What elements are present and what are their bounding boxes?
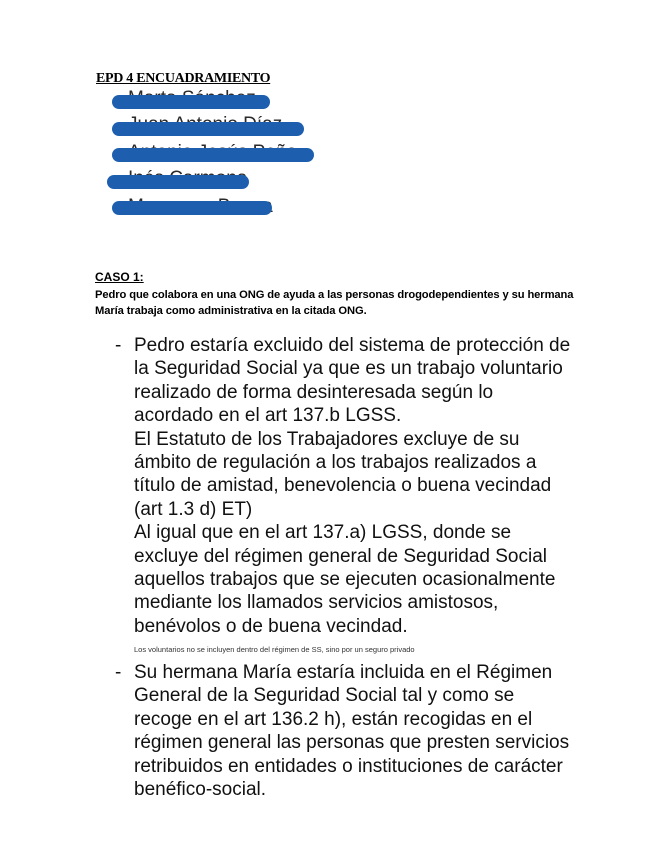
answer-paragraph: Pedro estaría excluido del sistema de protección de la Seguridad Social ya que es un trabajo voluntario realizado de forma desinteresada según lo acordado en el art 137.b LGSS.: [134, 335, 571, 427]
answer-paragraph: Al igual que en el art 137.a) LGSS, donde se excluye del régimen general de Seguridad Social aquellos trabajos que se ejecuten ocasionalmente mediante los llamados servicios amistosos, benévolos o de buena vecindad.: [134, 522, 556, 637]
bullet-dash: -: [115, 335, 122, 356]
answer-paragraph: Su hermana María estaría incluida en el Régimen General de la Seguridad Social tal y como se recoge en el art 136.2 h), están recogidas en el régimen general las personas que presten servicios retribuidos en entidades o instituciones de carácter benéfico-social.: [134, 662, 570, 801]
bullet-dash: -: [115, 662, 122, 683]
redaction-mark: [112, 148, 314, 162]
redaction-mark: [107, 175, 249, 189]
redaction-mark: [112, 122, 304, 136]
case-description: Pedro que colabora en una ONG de ayuda a las personas drogodependientes y su hermana María trabaja como administrativa en la citada ONG.: [95, 289, 574, 317]
answer-paragraph: El Estatuto de los Trabajadores excluye de su ámbito de regulación a los trabajos realizados a título de amistad, benevolencia o buena vecindad (art 1.3 d) ET): [134, 428, 552, 520]
document-heading: EPD 4 ENCUADRAMIENTO: [96, 71, 271, 86]
redaction-mark: [112, 95, 270, 109]
footnote: Los voluntarios no se incluyen dentro del régimen de SS, sino por un seguro privado: [134, 645, 415, 654]
redaction-mark: [112, 201, 272, 215]
case-title: CASO 1:: [95, 270, 144, 284]
answer-pedro: [115, 334, 575, 638]
answer-maria: [115, 661, 575, 801]
